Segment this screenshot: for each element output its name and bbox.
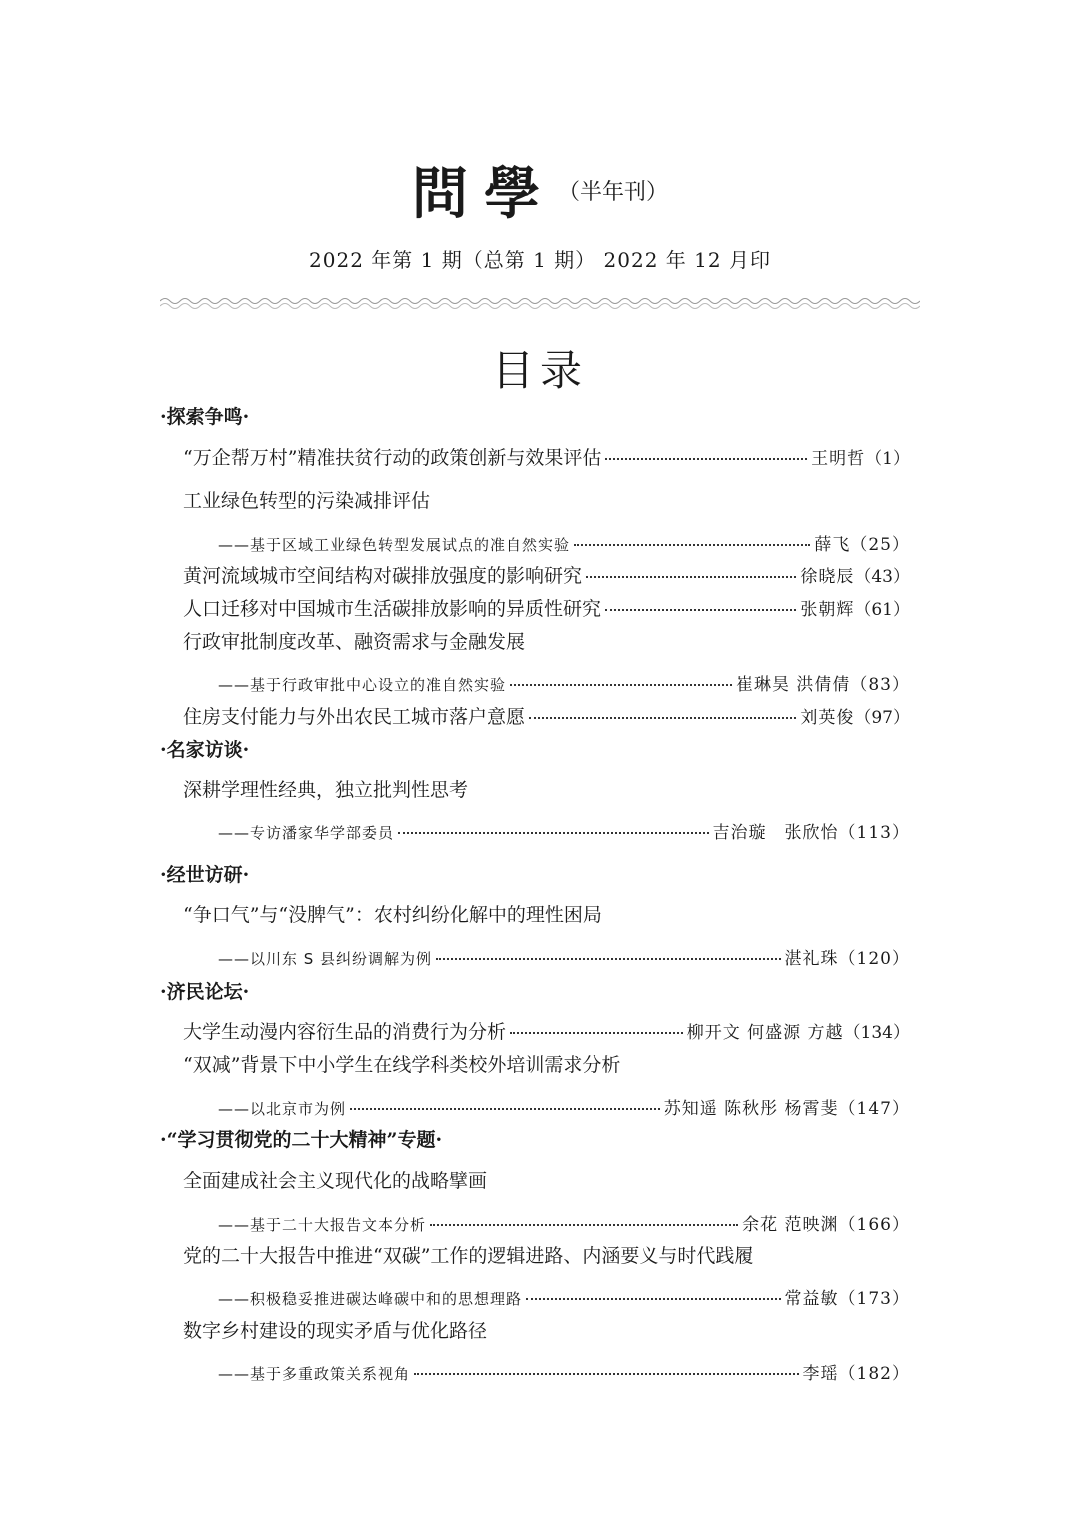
issue-line: 2022 年第 1 期（总第 1 期） 2022 年 12 月印 bbox=[309, 248, 771, 272]
dot-leader bbox=[430, 1224, 738, 1226]
entry-title[interactable]: 数字乡村建设的现实矛盾与优化路径 bbox=[183, 1320, 488, 1342]
entry-subtitle: ——基于二十大报告文本分析 bbox=[218, 1216, 427, 1234]
toc-entry[interactable] bbox=[183, 594, 910, 621]
entry-title: 黄河流域城市空间结构对碳排放强度的影响研究 bbox=[183, 565, 583, 587]
dot-leader bbox=[574, 544, 810, 546]
dot-leader bbox=[510, 1032, 683, 1034]
dot-leader bbox=[510, 684, 732, 686]
entry-author: 刘英俊 bbox=[800, 708, 855, 728]
entry-page: （61） bbox=[854, 600, 910, 620]
entry-page: （147） bbox=[838, 1099, 910, 1119]
toc-entry[interactable] bbox=[218, 670, 910, 695]
decorative-divider bbox=[160, 296, 920, 312]
dot-leader bbox=[398, 832, 709, 834]
entry-page: （25） bbox=[850, 535, 910, 555]
dot-leader bbox=[526, 1298, 781, 1300]
entry-page: （113） bbox=[838, 823, 910, 843]
toc-entry[interactable] bbox=[183, 443, 910, 470]
entry-subtitle: ——基于区域工业绿色转型发展试点的准自然实验 bbox=[218, 536, 571, 554]
toc-entry[interactable] bbox=[183, 1017, 910, 1044]
dot-leader bbox=[414, 1373, 799, 1375]
entry-page: （97） bbox=[854, 708, 910, 728]
toc-entry[interactable] bbox=[218, 818, 910, 843]
entry-title: 住房支付能力与外出农民工城市落户意愿 bbox=[183, 706, 526, 728]
entry-author: 吉治璇 张欣怡 bbox=[712, 823, 839, 843]
entry-author: 余花 范映渊 bbox=[742, 1215, 839, 1235]
entry-title[interactable]: 深耕学理性经典，独立批判性思考 bbox=[183, 779, 469, 801]
entry-subtitle: ——以川东 S 县纠纷调解为例 bbox=[218, 950, 433, 968]
toc-entry[interactable] bbox=[183, 561, 910, 588]
entry-title[interactable]: “争口气”与“没脾气”：农村纠纷化解中的理性困局 bbox=[183, 904, 602, 926]
entry-title[interactable]: 全面建成社会主义现代化的战略擘画 bbox=[183, 1170, 488, 1192]
toc-entry[interactable] bbox=[218, 1210, 910, 1235]
entry-page: （182） bbox=[838, 1364, 910, 1384]
entry-page: （43） bbox=[854, 567, 910, 587]
toc-entry[interactable] bbox=[218, 1284, 910, 1309]
entry-subtitle: ——基于行政审批中心设立的准自然实验 bbox=[218, 676, 507, 694]
entry-author: 徐晓辰 bbox=[800, 567, 855, 587]
entry-page: （134） bbox=[843, 1023, 910, 1043]
entry-subtitle: ——基于多重政策关系视角 bbox=[218, 1365, 411, 1383]
toc-entry[interactable] bbox=[183, 702, 910, 729]
journal-logo: 問學 bbox=[411, 161, 556, 227]
section-heading: ·经世访研· bbox=[160, 864, 250, 886]
toc-entry[interactable] bbox=[218, 1094, 910, 1119]
entry-title: 人口迁移对中国城市生活碳排放影响的异质性研究 bbox=[183, 598, 602, 620]
entry-page: （83） bbox=[850, 675, 910, 695]
publication-frequency: （半年刊） bbox=[557, 179, 668, 205]
entry-page: （120） bbox=[838, 949, 910, 969]
dot-leader bbox=[605, 458, 807, 460]
entry-title: 大学生动漫内容衍生品的消费行为分析 bbox=[183, 1021, 507, 1043]
masthead bbox=[0, 150, 1080, 230]
entry-title[interactable]: “双减”背景下中小学生在线学科类校外培训需求分析 bbox=[183, 1054, 621, 1076]
entry-author: 柳开文 何盛源 方越 bbox=[686, 1023, 844, 1043]
toc-entry[interactable] bbox=[218, 944, 910, 969]
entry-author: 苏知遥 陈秋彤 杨霄斐 bbox=[663, 1099, 839, 1119]
section-heading: ·探索争鸣· bbox=[160, 406, 250, 428]
toc-title: 目录 bbox=[491, 346, 588, 395]
entry-subtitle: ——专访潘家华学部委员 bbox=[218, 824, 395, 842]
section-heading: ·济民论坛· bbox=[160, 981, 250, 1003]
entry-page: （166） bbox=[838, 1215, 910, 1235]
section-heading: ·名家访谈· bbox=[160, 739, 250, 761]
entry-author: 薛飞 bbox=[814, 535, 851, 555]
entry-title: “万企帮万村”精准扶贫行动的政策创新与效果评估 bbox=[183, 447, 602, 469]
entry-author: 李瑶 bbox=[802, 1364, 839, 1384]
entry-title[interactable]: 工业绿色转型的污染减排评估 bbox=[183, 490, 431, 512]
entry-author: 张朝辉 bbox=[800, 600, 855, 620]
entry-author: 王明哲 bbox=[811, 449, 866, 469]
entry-page: （173） bbox=[838, 1289, 910, 1309]
dot-leader bbox=[529, 717, 796, 719]
dot-leader bbox=[586, 576, 796, 578]
entry-author: 湛礼珠 bbox=[784, 949, 839, 969]
toc-entry[interactable] bbox=[218, 1359, 910, 1384]
entry-subtitle: ——以北京市为例 bbox=[218, 1100, 347, 1118]
toc-entry[interactable] bbox=[218, 530, 910, 555]
entry-author: 常益敏 bbox=[784, 1289, 839, 1309]
entry-author: 崔琳昊 洪倩倩 bbox=[735, 675, 851, 695]
entry-title[interactable]: 行政审批制度改革、融资需求与金融发展 bbox=[183, 631, 526, 653]
dot-leader bbox=[605, 609, 796, 611]
entry-subtitle: ——积极稳妥推进碳达峰碳中和的思想理路 bbox=[218, 1290, 523, 1308]
dot-leader bbox=[436, 958, 780, 960]
entry-title[interactable]: 党的二十大报告中推进“双碳”工作的逻辑进路、内涵要义与时代践履 bbox=[183, 1245, 754, 1267]
entry-page: （1） bbox=[865, 449, 910, 469]
section-heading: ·“学习贯彻党的二十大精神”专题· bbox=[160, 1129, 443, 1151]
dot-leader bbox=[350, 1108, 660, 1110]
